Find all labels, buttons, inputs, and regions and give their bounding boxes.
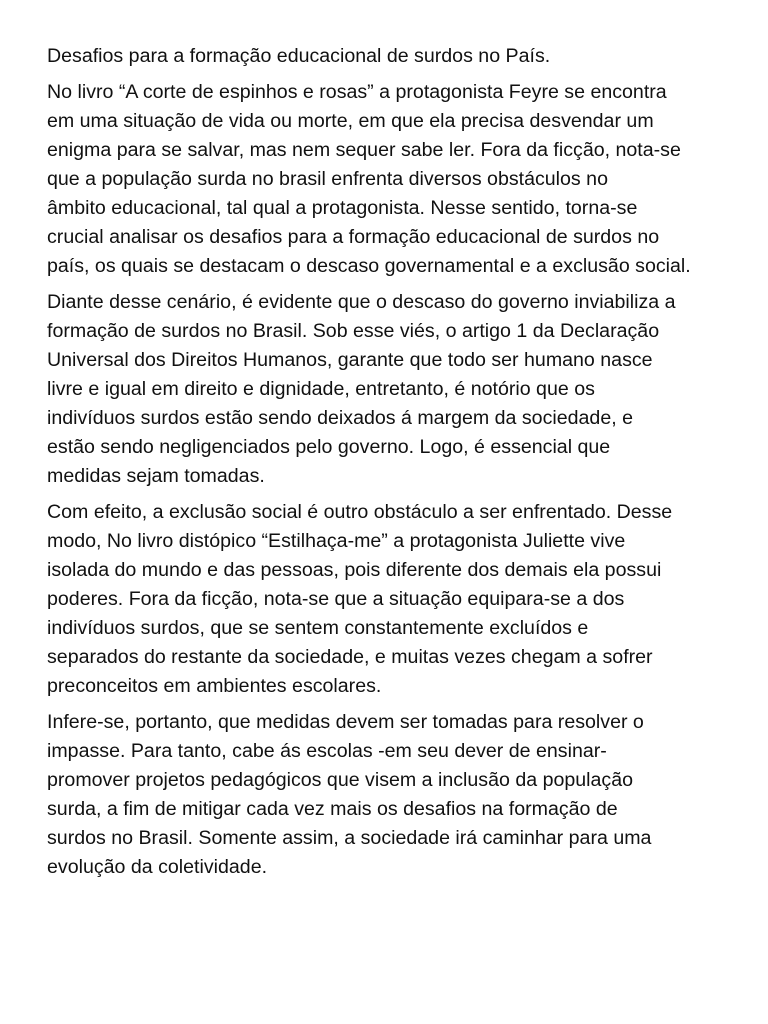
- paragraph-conclusion: Infere-se, portanto, que medidas devem ser tomadas para resolver o impasse. Para tanto, cabe ás escolas -em seu dever de ensinar- promover projetos pedagógicos que visem a inclusão da população surda, a fim de mitigar cada vez mais os desafios na formação de surdos no Brasil. Somente assim, a sociedade irá caminhar para uma evolução da coletividade.: [47, 711, 652, 878]
- paragraph-development-2: Com efeito, a exclusão social é outro obstáculo a ser enfrentado. Desse modo, No livro distópico “Estilhaça-me” a protagonista Juliette vive isolada do mundo e das pessoas, pois diferente dos demais ela possui poderes. Fora da ficção, nota-se que a situação equipara-se a dos indivíduos surdos, que se sentem constantemente excluídos e separados do restante da sociedade, e muitas vezes chegam a sofrer preconceitos em ambientes escolares.: [47, 501, 673, 697]
- paragraph-development-1: Diante desse cenário, é evidente que o descaso do governo inviabiliza a formação de surdos no Brasil. Sob esse viés, o artigo 1 da Declaração Universal dos Direitos Humanos, garante que todo ser humano nasce livre e igual em direito e dignidade, entretanto, é notório que os indivíduos surdos estão sendo deixados á margem da sociedade, e estão sendo negligenciados pelo governo. Logo, é essencial que medidas sejam tomadas.: [47, 291, 676, 487]
- document-title: Desafios para a formação educacional de surdos no País.: [47, 45, 551, 67]
- paragraph-introduction: No livro “A corte de espinhos e rosas” a protagonista Feyre se encontra em uma situação de vida ou morte, em que ela precisa desvendar um enigma para se salvar, mas nem sequer sabe ler. Fora da ficção, nota-se que a população surda no brasil enfrenta diversos obstáculos no âmbito educacional, tal qual a protagonista. Nesse sentido, torna-se crucial analisar os desafios para a formação educacional de surdos no país, os quais se destacam o descaso governamental e a exclusão social.: [47, 81, 691, 277]
